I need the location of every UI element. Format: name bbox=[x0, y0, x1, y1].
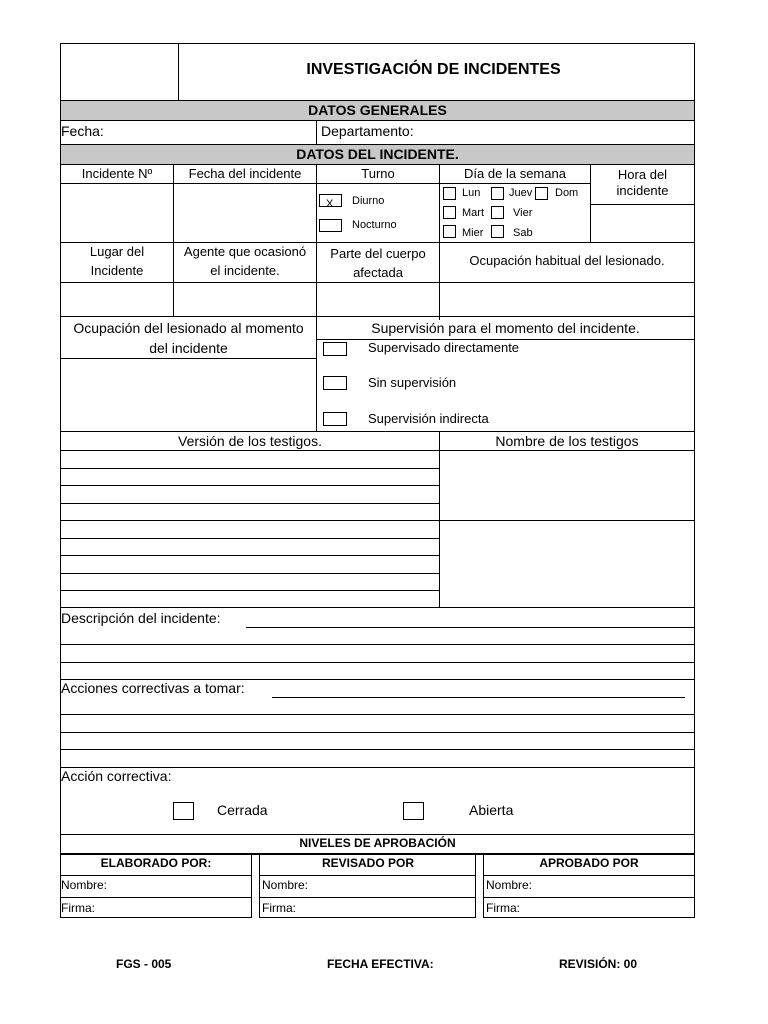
supervision-indirecta-checkbox[interactable] bbox=[323, 412, 347, 426]
col-hora-line2: incidente bbox=[616, 183, 669, 198]
dia-sab-label: Sab bbox=[513, 227, 533, 239]
aprobado-header: APROBADO POR bbox=[539, 856, 639, 870]
supervision-header: Supervisión para el momento del incidente. bbox=[371, 320, 640, 336]
dia-juev-label: Juev bbox=[509, 187, 533, 199]
supervision-directa-checkbox[interactable] bbox=[323, 342, 347, 356]
agente-label-line2: el incidente. bbox=[210, 263, 280, 278]
logo-area bbox=[61, 44, 178, 100]
descripcion-input-line[interactable] bbox=[246, 627, 695, 628]
turno-diurno-label: Diurno bbox=[352, 195, 385, 207]
dia-mart-label: Mart bbox=[462, 207, 484, 219]
fecha-label: Fecha: bbox=[61, 123, 104, 139]
elaborado-firma-label: Firma: bbox=[61, 901, 95, 915]
datos-generales-header: DATOS GENERALES bbox=[308, 102, 447, 118]
abierta-checkbox[interactable] bbox=[403, 802, 424, 820]
acciones-label: Acciones correctivas a tomar: bbox=[61, 680, 245, 696]
version-testigos-header: Versión de los testigos. bbox=[178, 433, 322, 449]
accion-correctiva-label: Acción correctiva: bbox=[61, 768, 172, 784]
lugar-label-line2: Incidente bbox=[90, 263, 144, 278]
dia-juev-checkbox[interactable] bbox=[491, 187, 504, 200]
col-hora-line1: Hora del bbox=[617, 167, 668, 182]
dia-mier-label: Mier bbox=[462, 227, 484, 239]
ocupacion-momento-line2: del incidente bbox=[149, 340, 228, 356]
nombre-testigos-header: Nombre de los testigos bbox=[495, 433, 639, 449]
supervision-directa-label: Supervisado directamente bbox=[368, 340, 520, 355]
col-turno: Turno bbox=[361, 166, 395, 181]
aprobado-nombre-label: Nombre: bbox=[486, 878, 533, 892]
lugar-label-line1: Lugar del bbox=[89, 244, 145, 259]
dia-mier-checkbox[interactable] bbox=[443, 225, 456, 238]
parte-cuerpo-line1: Parte del cuerpo bbox=[330, 246, 426, 261]
cerrada-label: Cerrada bbox=[217, 802, 268, 818]
elaborado-header: ELABORADO POR: bbox=[100, 856, 212, 870]
agente-label-line1: Agente que ocasionó bbox=[183, 244, 307, 259]
col-fecha-incidente: Fecha del incidente bbox=[188, 166, 302, 181]
revisado-firma-label: Firma: bbox=[262, 901, 296, 915]
form-left-border bbox=[60, 43, 61, 918]
turno-nocturno-label: Nocturno bbox=[352, 219, 397, 231]
footer-fecha-efectiva: FECHA EFECTIVA: bbox=[327, 957, 434, 971]
page-title: INVESTIGACIÓN DE INCIDENTES bbox=[306, 61, 561, 78]
aprobado-firma-label: Firma: bbox=[486, 901, 520, 915]
sin-supervision-label: Sin supervisión bbox=[368, 375, 457, 390]
ocupacion-momento-line1: Ocupación del lesionado al momento bbox=[73, 320, 304, 336]
sin-supervision-checkbox[interactable] bbox=[323, 376, 347, 390]
turno-nocturno-checkbox[interactable] bbox=[319, 219, 342, 232]
footer-revision: REVISIÓN: 00 bbox=[559, 957, 638, 971]
descripcion-label: Descripción del incidente: bbox=[61, 610, 221, 626]
dia-sab-checkbox[interactable] bbox=[491, 225, 504, 238]
datos-incidente-header: DATOS DEL INCIDENTE. bbox=[296, 146, 459, 162]
elaborado-nombre-label: Nombre: bbox=[61, 878, 108, 892]
dia-lun-checkbox[interactable] bbox=[443, 187, 456, 200]
dia-vier-label: Vier bbox=[513, 207, 533, 219]
departamento-label: Departamento: bbox=[321, 123, 414, 139]
dia-dom-label: Dom bbox=[555, 187, 579, 199]
dia-dom-checkbox[interactable] bbox=[535, 187, 548, 200]
supervision-indirecta-label: Supervisión indirecta bbox=[368, 411, 489, 426]
acciones-input-line[interactable] bbox=[272, 697, 685, 698]
dia-vier-checkbox[interactable] bbox=[491, 206, 504, 219]
col-incidente-no: Incidente Nº bbox=[81, 166, 153, 181]
cerrada-checkbox[interactable] bbox=[173, 802, 194, 820]
form-right-border bbox=[694, 43, 695, 918]
dia-lun-label: Lun bbox=[462, 187, 481, 199]
footer-code: FGS - 005 bbox=[116, 957, 172, 971]
revisado-header: REVISADO POR bbox=[321, 856, 414, 870]
aprobacion-header: NIVELES DE APROBACIÓN bbox=[299, 836, 456, 850]
revisado-nombre-label: Nombre: bbox=[262, 878, 309, 892]
dia-mart-checkbox[interactable] bbox=[443, 206, 456, 219]
col-dia-semana: Día de la semana bbox=[464, 166, 566, 181]
abierta-label: Abierta bbox=[469, 802, 514, 818]
logo-cell-divider bbox=[178, 43, 179, 100]
ocupacion-habitual-label: Ocupación habitual del lesionado. bbox=[469, 253, 665, 268]
turno-diurno-mark: X bbox=[326, 198, 334, 210]
parte-cuerpo-line2: afectada bbox=[353, 265, 403, 280]
